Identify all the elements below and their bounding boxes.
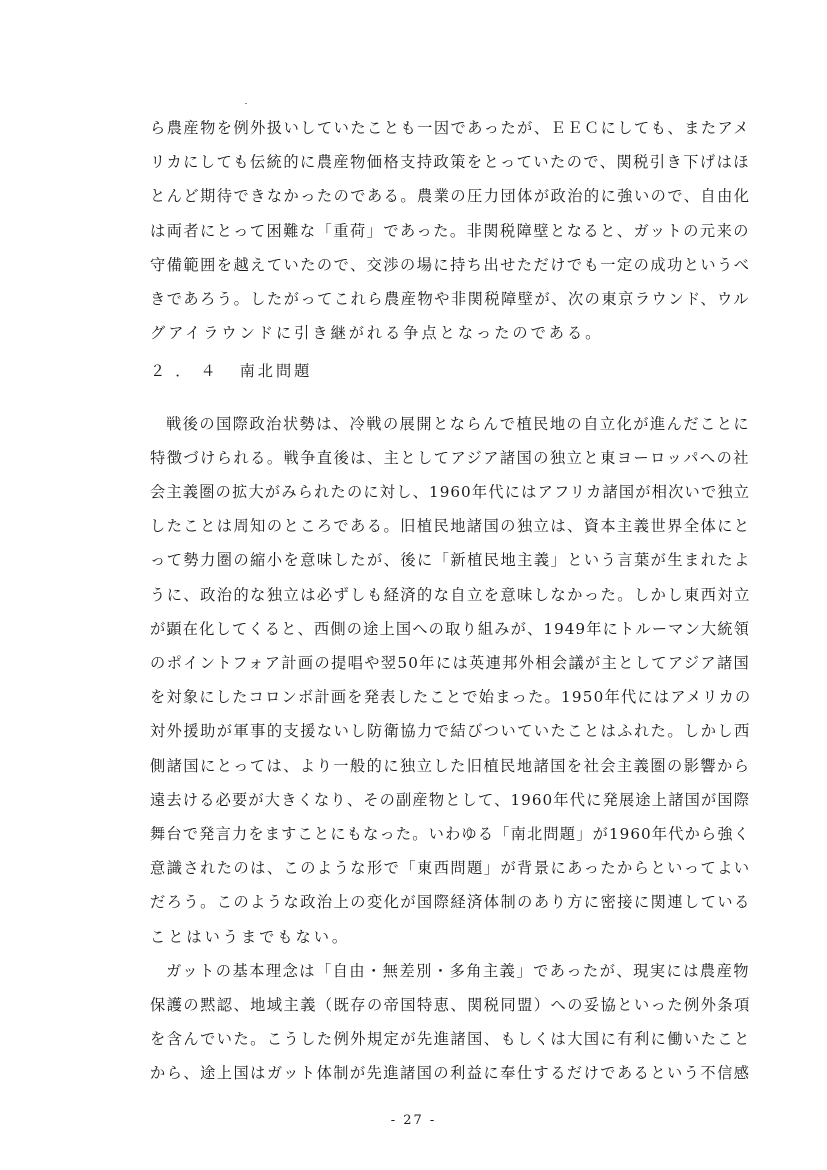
text-line: のポイントフォア計画の提唱や翌50年には英連邦外相会議が主としてアジア諸国 — [150, 654, 750, 672]
text-line: 守備範囲を越えていたので、交渉の場に持ち出せただけでも一定の成功というべ — [150, 255, 751, 274]
text-line: ガットの基本理念は「自由・無差別・多角主義」であったが、現実には農産物 — [166, 961, 750, 980]
text-line: きであろう。したがってこれら農産物や非関税障壁が、次の東京ラウンド、ウル — [150, 290, 750, 308]
section-heading — [150, 354, 312, 388]
text-line: 特徴づけられる。戦争直後は、主としてアジア諸国の独立と東ヨーロッパへの社 — [150, 448, 750, 467]
text-line: を対象にしたコロンボ計画を発表したことで始まった。1950年代にはアメリカの — [150, 688, 752, 707]
section-number: ２．４ — [150, 362, 226, 381]
text-line: だろう。このような政治上の変化が国際経済体制のあり方に密接に関連している — [150, 893, 751, 912]
scan-artifact — [245, 103, 247, 104]
text-line: グアイラウンドに引き継がれる争点となったのである。 — [150, 324, 604, 343]
text-line: 会主義圏の拡大がみられたのに対し、1960年代にはアフリカ諸国が相次いで独立 — [150, 483, 750, 501]
text-line: 意識されたのは、このような形で「東西問題」が背景にあったからといってよい — [150, 859, 751, 878]
page-number: - 27 - — [390, 1112, 437, 1128]
text-line: 遠去ける必要が大きくなり、その副産物として、1960年代に発展途上諸国が国際 — [150, 790, 750, 809]
text-line: が顕在化してくると、西側の途上国への取り組みが、1949年にトルーマン大統領 — [150, 619, 750, 638]
text-line: ら農産物を例外扱いしていたことも一因であったが、ＥＥＣにしても、またアメ — [150, 119, 750, 137]
section-title: 南北問題 — [239, 362, 313, 381]
text-line: リカにしても伝統的に農産物価格支持政策をとっていたので、関税引き下げはほ — [150, 153, 750, 172]
text-line: うに、政治的な独立は必ずしも経済的な自立を意味しなかった。しかし東西対立 — [150, 585, 751, 604]
text-line: 戦後の国際政治状勢は、冷戦の展開とならんで植民地の自立化が進んだことに — [166, 414, 751, 433]
text-line: を含んでいた。こうした例外規定が先進諸国、もしくは大国に有利に働いたこと — [150, 1030, 751, 1049]
text-line: 側諸国にとっては、より一般的に独立した旧植民地諸国を社会主義圏の影響から — [150, 756, 751, 775]
text-line: ことはいうまでもない。 — [150, 927, 351, 946]
text-line: って勢力圏の縮小を意味したが、後に「新植民地主義」という言葉が生まれたよ — [150, 551, 751, 570]
text-line: とんど期待できなかったのである。農業の圧力団体が政治的に強いので、自由化 — [150, 187, 751, 206]
text-line: 舞台で発言力をますことにもなった。いわゆる「南北問題」が1960年代から強く — [150, 825, 750, 843]
text-line: から、途上国はガット体制が先進諸国の利益に奉仕するだけであるという不信感 — [150, 1064, 751, 1083]
text-line: したことは周知のところである。旧植民地諸国の独立は、資本主義世界全体にと — [150, 517, 751, 536]
text-line: は両者にとって困難な「重荷」であった。非関税障壁となると、ガットの元来の — [150, 221, 750, 240]
text-line: 対外援助が軍事的支援ないし防衛協力で結びついていたことはふれた。しかし西 — [150, 722, 751, 741]
text-line: 保護の黙認、地域主義（既存の帝国特恵、関税同盟）への妥協といった例外条項 — [150, 996, 751, 1014]
